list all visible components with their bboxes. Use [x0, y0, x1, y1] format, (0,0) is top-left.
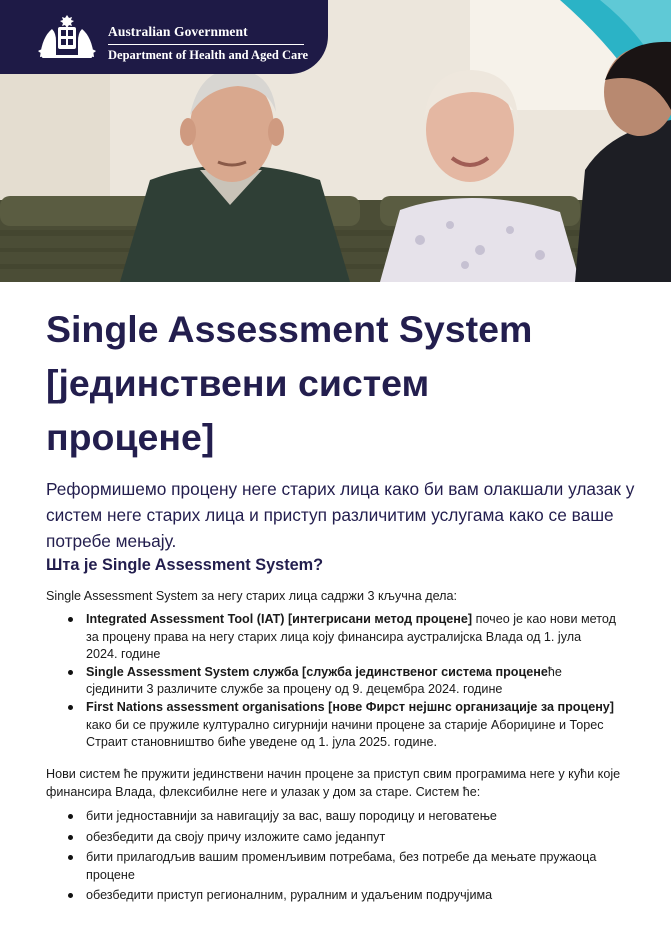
list-item-text: како би се пружиле културално сигурнији начини процене за старије Абориџине и Торес Страит становништво биће уведене од 1. јула 2025. године.: [86, 717, 604, 750]
list-item-bold: Integrated Assessment Tool (IAT) [интегрисани метод процене]: [86, 612, 473, 626]
list-item-bold: First Nations assessment organisations [нове Фирст нејшнс организације за процену]: [86, 699, 615, 714]
key-parts-list: [46, 611, 616, 752]
system-paragraph: Нови систем ће пружити јединствени начин процене за приступ свим програмима неге у кући које финансира Влада, флексибилне неге и улазак у дом за старе. Систем ће:: [46, 767, 621, 799]
benefits-list: [46, 808, 616, 908]
list-item: [46, 611, 616, 664]
government-banner: [0, 0, 328, 74]
list-item: обезбедити да своју причу изложите само једанпут: [46, 829, 616, 847]
list-item: обезбедити приступ регионалним, руралним и удаљеним подручјима: [46, 887, 616, 905]
title-line-1: Single Assessment System: [46, 308, 533, 350]
government-name: Australian Government: [108, 24, 248, 39]
list-item: [46, 664, 616, 699]
hero-banner: [0, 0, 671, 282]
intro-paragraph: Реформишемо процену неге старих лица како би вам олакшали улазак у систем неге старих лица и приступ различитим услугама како се ваше потребе мењају.: [46, 479, 635, 551]
department-name: Department of Health and Aged Care: [108, 48, 309, 62]
wordmark-divider: [108, 44, 304, 45]
page-title: [46, 302, 646, 464]
title-line-2: [јединствени систем: [46, 362, 430, 404]
list-item-text: ће сјединити 3 различите службе за процену од 9. децембра 2024. године: [86, 664, 562, 697]
coat-of-arms-icon: [34, 11, 100, 63]
government-wordmark: [108, 24, 308, 63]
list-item-text: почео је као нови метод за процену права на негу старих лица коју финансира аустралијска Влада од 1. јула 2024. године: [86, 612, 616, 662]
list-item-bold: Single Assessment System служба [служба јединственог система процене: [86, 664, 548, 679]
list-item: [46, 699, 616, 752]
title-line-3: процене]: [46, 416, 215, 458]
section-heading: Шта је Single Assessment System?: [46, 556, 324, 574]
list-item: бити једноставнији за навигацију за вас, вашу породицу и неговатење: [46, 808, 616, 826]
lead-paragraph: Single Assessment System за негу старих лица садржи 3 кључна дела:: [46, 589, 458, 603]
list-item: бити прилагодљив вашим променљивим потребама, без потребе да мењате пружаоца процене: [46, 849, 616, 884]
